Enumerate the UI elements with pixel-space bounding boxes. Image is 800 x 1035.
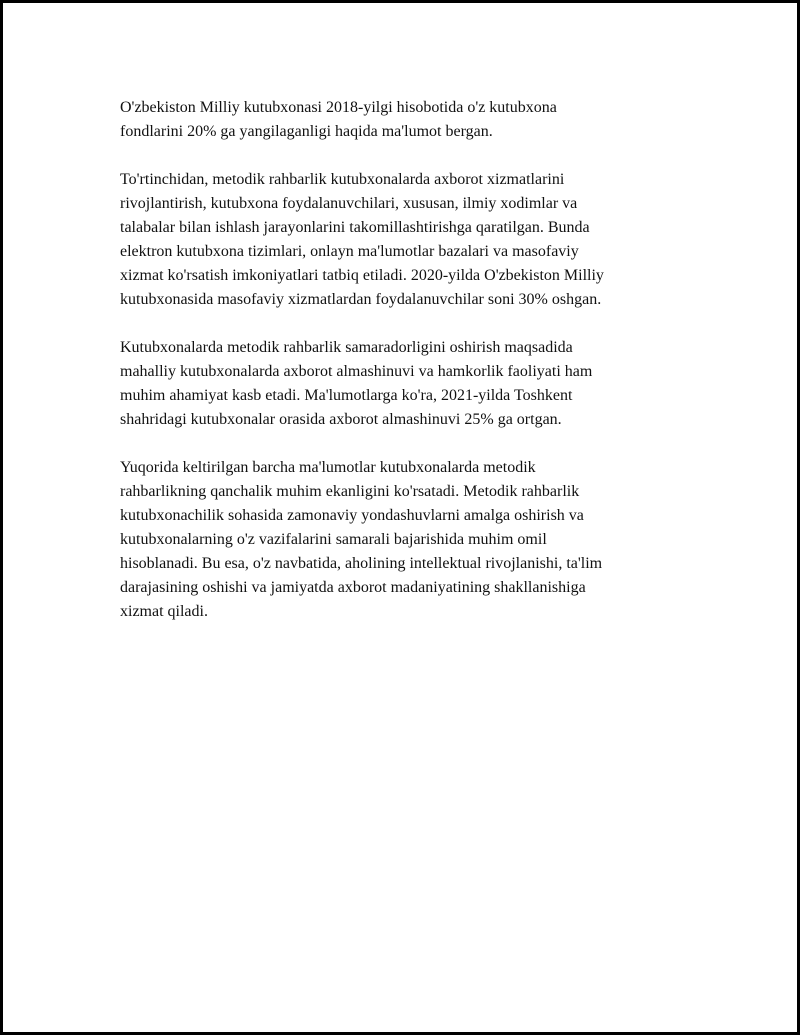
- paragraph-4: Yuqorida keltirilgan barcha ma'lumotlar kutubxonalarda metodik rahbarlikning qanchalik muhim ekanligini ko'rsatadi. Metodik rahbarlik kutubxonachilik sohasida zamonaviy yondashuvlarni amalga oshirish va kutubxonalarning o'z vazifalarini samarali bajarishida muhim omil hisoblanadi. Bu esa, o'z navbatida, aholining intellektual rivojlanishi, ta'lim darajasining oshishi va jamiyatda axborot madaniyatining shakllanishiga xizmat qiladi.: [120, 459, 603, 620]
- paragraph-2: To'rtinchidan, metodik rahbarlik kutubxonalarda axborot xizmatlarini rivojlantirish, kutubxona foydalanuvchilari, xususan, ilmiy xodimlar va talabalar bilan ishlash jarayonlarini takomillashtirishga qaratilgan. Bunda elektron kutubxona tizimlari, onlayn ma'lumotlar bazalari va masofaviy xizmat ko'rsatish imkoniyatlari tatbiq etiladi. 2020-yilda O'zbekiston Milliy kutubxonasida masofaviy xizmatlardan foydalanuvchilar soni 30% oshgan.: [120, 171, 604, 308]
- document-body: [120, 96, 680, 624]
- paragraph-1: O'zbekiston Milliy kutubxonasi 2018-yilgi hisobotida o'z kutubxona fondlarini 20% ga yangilaganligi haqida ma'lumot bergan.: [120, 99, 557, 140]
- paragraph-3: Kutubxonalarda metodik rahbarlik samaradorligini oshirish maqsadida mahalliy kutubxonalarda axborot almashinuvi va hamkorlik faoliyati ham muhim ahamiyat kasb etadi. Ma'lumotlarga ko'ra, 2021-yilda Toshkent shahridagi kutubxonalar orasida axborot almashinuvi 25% ga ortgan.: [120, 339, 593, 428]
